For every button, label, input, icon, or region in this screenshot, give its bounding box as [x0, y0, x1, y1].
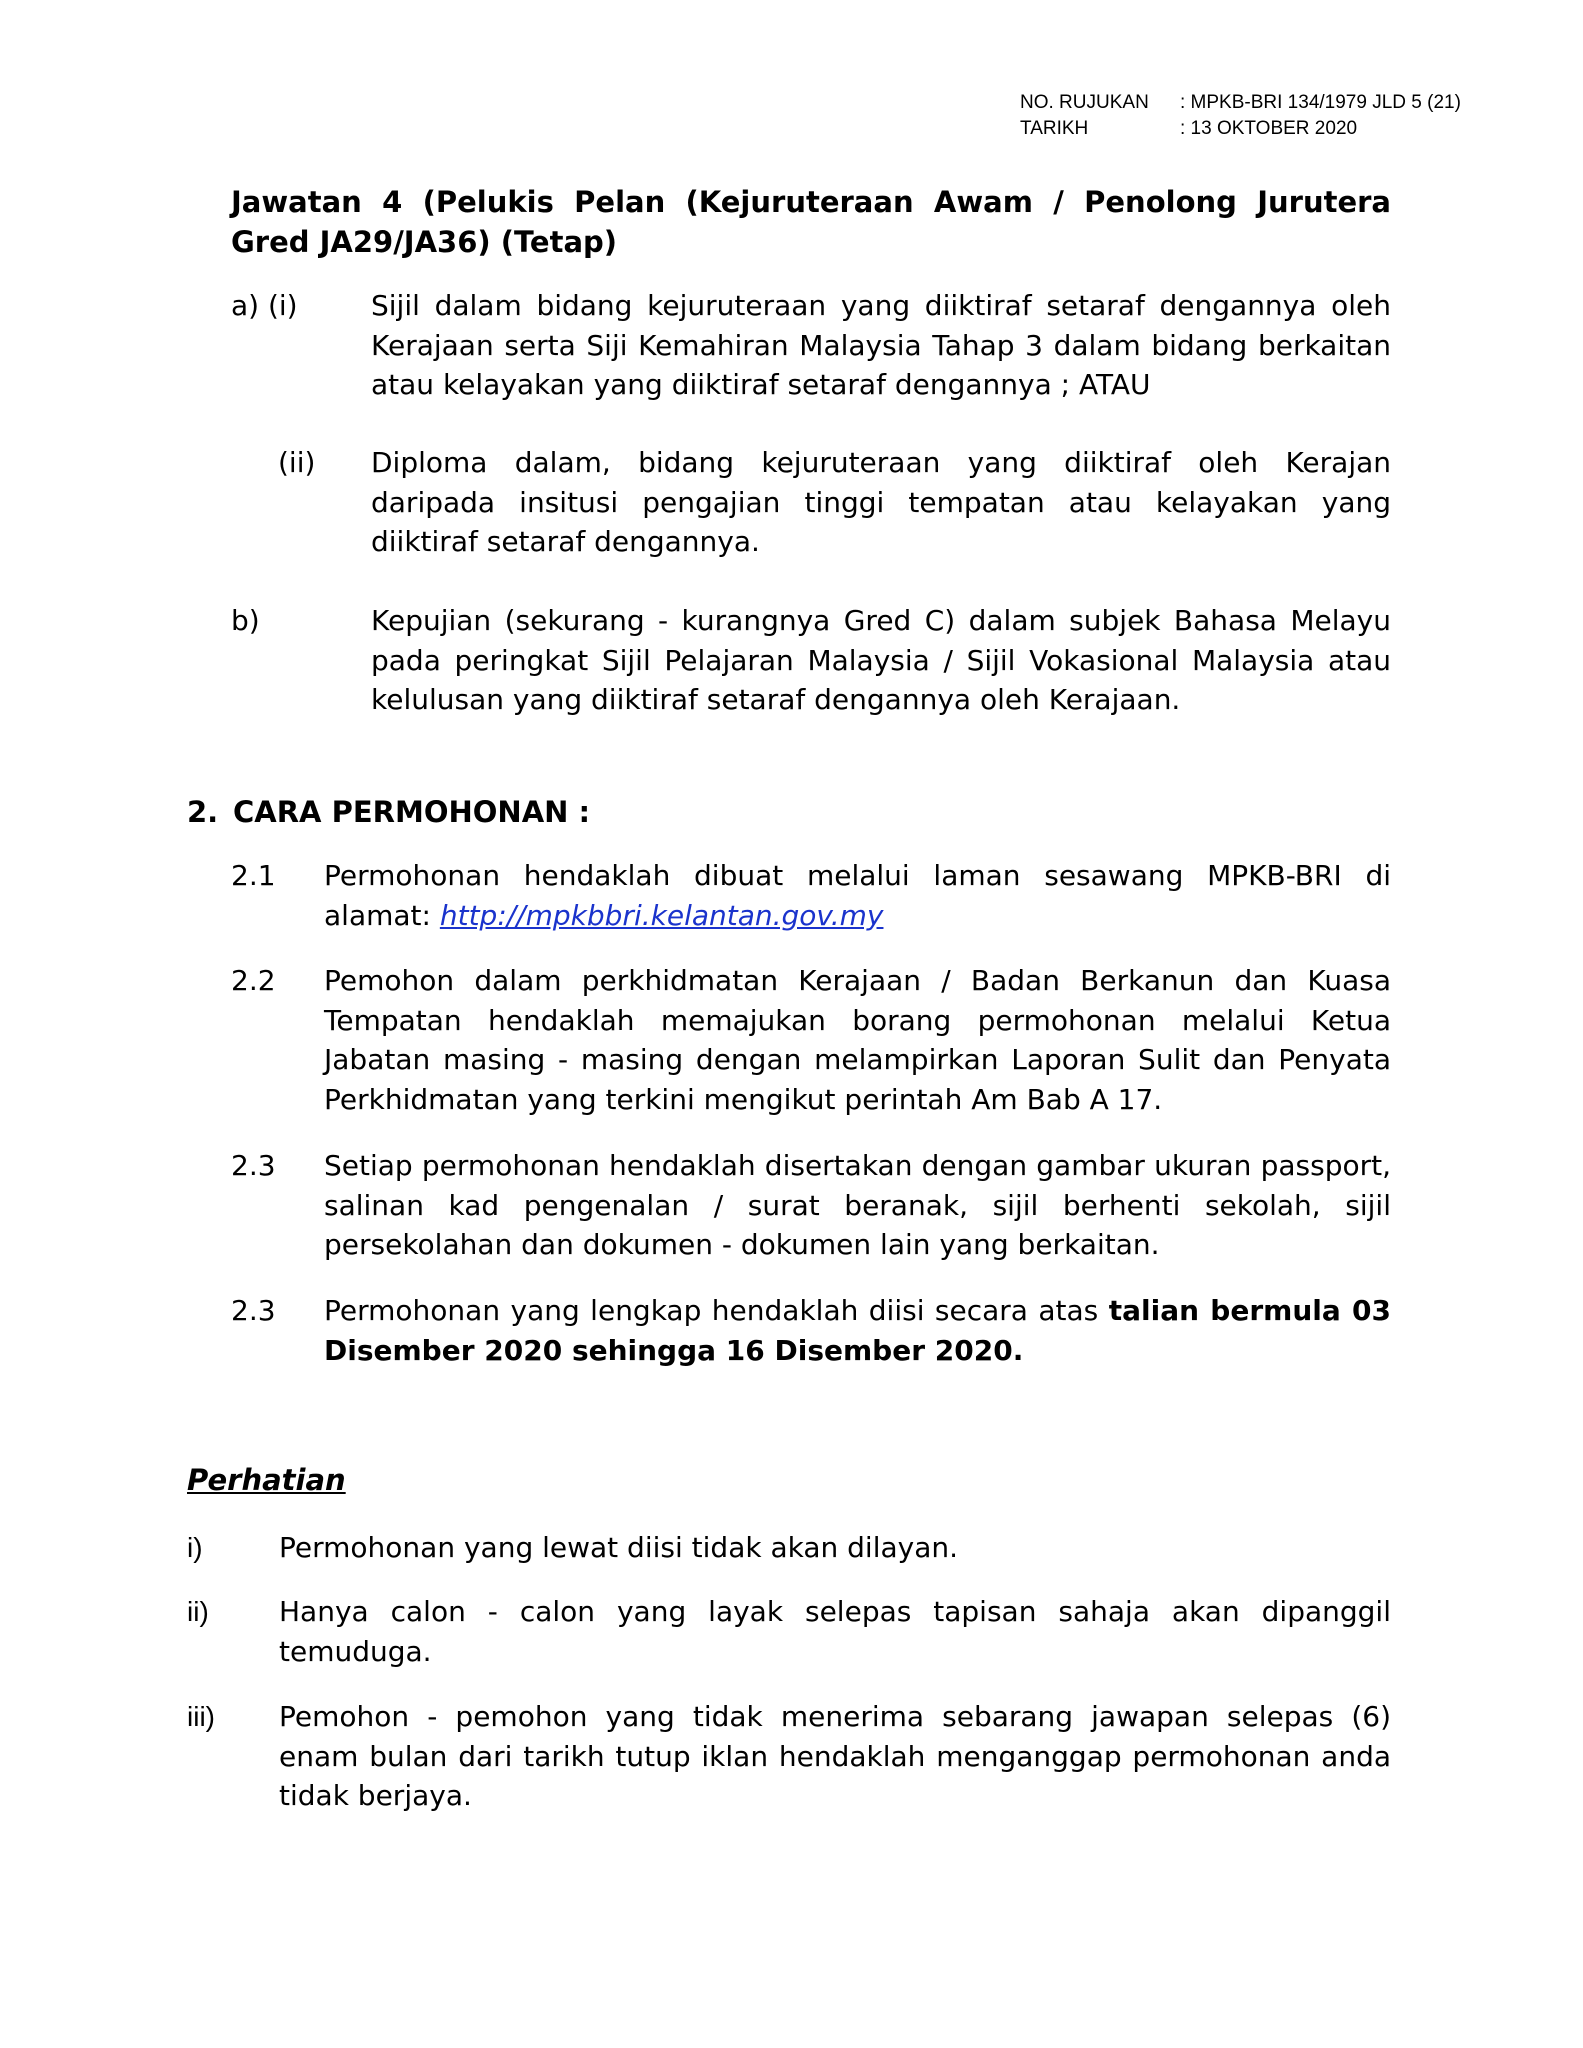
- application-item-number-2-3b: 2.3: [231, 1294, 276, 1327]
- reference-number-row: [1020, 90, 1461, 116]
- requirement-text-a-ii: Diploma dalam, bidang kejuruteraan yang diiktiraf oleh Kerajan daripada insitusi pengajian tinggi tempatan atau kelayakan yang diiktiraf setaraf dengannya.: [371, 446, 1391, 558]
- notice-marker-iii: iii): [187, 1701, 215, 1732]
- requirement-text-a-i: Sijil dalam bidang kejuruteraan yang diiktiraf setaraf dengannya oleh Kerajaan serta Siji Kemahiran Malaysia Tahap 3 dalam bidang berkaitan atau kelayakan yang diiktiraf setaraf dengannya ; ATAU: [371, 289, 1391, 401]
- notice-text-iii: Pemohon - pemohon yang tidak menerima sebarang jawapan selepas (6) enam bulan dari tarikh tutup iklan hendaklah menganggap permohonan anda tidak berjaya.: [279, 1700, 1391, 1812]
- requirement-marker-b: b): [231, 604, 260, 637]
- notice-title: Perhatian: [187, 1463, 346, 1497]
- application-heading-number: 2.: [187, 795, 219, 829]
- date-value: : 13 OKTOBER 2020: [1180, 118, 1358, 139]
- notice-marker-ii: ii): [187, 1596, 209, 1627]
- application-item-text-2-3a: Setiap permohonan hendaklah disertakan dengan gambar ukuran passport, salinan kad pengenalan / surat beranak, sijil berhenti sekolah, sijil persekolahan dan dokumen - dokumen lain yang berkaitan.: [324, 1149, 1391, 1261]
- application-item-2-3b-text: Permohonan yang lengkap hendaklah diisi secara atas: [324, 1294, 1109, 1327]
- notice-marker-i: i): [187, 1532, 203, 1563]
- notice-text-ii: Hanya calon - calon yang layak selepas tapisan sahaja akan dipanggil temuduga.: [279, 1595, 1391, 1668]
- application-item-text-2-2: Pemohon dalam perkhidmatan Kerajaan / Badan Berkanun dan Kuasa Tempatan hendaklah memajukan borang permohonan melalui Ketua Jabatan masing - masing dengan melampirkan Laporan Sulit dan Penyata Perkhidmatan yang terkini mengikut perintah Am Bab A 17.: [324, 964, 1391, 1116]
- requirement-marker-a-i: a) (i): [231, 289, 298, 322]
- requirement-marker-a-ii: (ii): [278, 446, 316, 479]
- notice-text-i: Permohonan yang lewat diisi tidak akan dilayan.: [279, 1531, 959, 1564]
- application-website-link[interactable]: http://mpkbbri.kelantan.gov.my: [439, 898, 884, 932]
- reference-header: [1020, 90, 1461, 142]
- position-title: Jawatan 4 (Pelukis Pelan (Kejuruteraan Awam / Penolong Jurutera Gred JA29/JA36) (Tetap): [231, 185, 1391, 259]
- application-item-number-2-1: 2.1: [231, 859, 276, 892]
- application-item-text-2-3b: [324, 1291, 1391, 1370]
- reference-number-value: : MPKB-BRI 134/1979 JLD 5 (21): [1180, 92, 1461, 113]
- reference-number-label: NO. RUJUKAN: [1020, 92, 1149, 113]
- application-item-2-1-text: Permohonan hendaklah dibuat melalui laman sesawang MPKB-BRI di alamat:: [324, 859, 1391, 932]
- application-heading: [187, 792, 590, 832]
- requirement-text-b: Kepujian (sekurang - kurangnya Gred C) dalam subjek Bahasa Melayu pada peringkat Sijil Pelajaran Malaysia / Sijil Vokasional Malaysia atau kelulusan yang diiktiraf setaraf dengannya oleh Kerajaan.: [371, 604, 1391, 716]
- application-item-number-2-3a: 2.3: [231, 1149, 276, 1182]
- date-row: [1020, 116, 1461, 142]
- application-period-text: talian bermula 03 Disember 2020 sehingga 16 Disember 2020.: [324, 1294, 1391, 1367]
- date-label: TARIKH: [1020, 118, 1089, 139]
- application-item-text-2-1: [324, 856, 1391, 935]
- application-heading-text: CARA PERMOHONAN :: [233, 795, 591, 829]
- application-item-number-2-2: 2.2: [231, 964, 276, 997]
